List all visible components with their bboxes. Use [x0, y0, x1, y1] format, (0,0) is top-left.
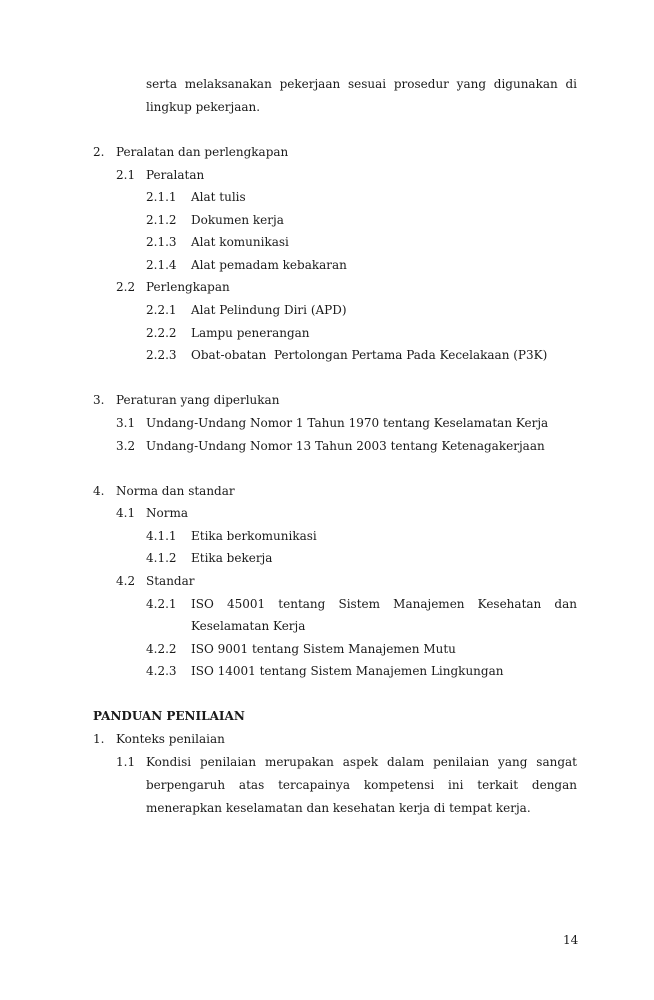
subsection-title: Peralatan: [146, 168, 205, 182]
list-item: Lampu penerangan: [191, 326, 310, 340]
section-3-title: Peraturan yang diperlukan: [116, 393, 280, 407]
list-item: ISO 45001 tentang Sistem Manajemen Kesehatan dan: [191, 597, 577, 611]
item-number: 2.1.2: [146, 213, 177, 227]
subsection-number: 4.2: [116, 574, 136, 588]
page-number: 14: [563, 933, 579, 947]
section-3-number: 3.: [93, 393, 105, 407]
section-2-title: Peralatan dan perlengkapan: [116, 145, 289, 159]
list-item-continuation: Keselamatan Kerja: [191, 619, 306, 633]
item-number: 4.1.2: [146, 551, 177, 565]
item-number: 2.2.1: [146, 303, 177, 317]
item-number: 3.2: [116, 439, 136, 453]
paragraph-line: menerapkan keselamatan dan kesehatan kerja di tempat kerja.: [146, 801, 531, 815]
list-item: Alat komunikasi: [191, 235, 289, 249]
list-item: ISO 9001 tentang Sistem Manajemen Mutu: [191, 642, 456, 656]
list-item: Undang-Undang Nomor 13 Tahun 2003 tentang Ketenagakerjaan: [146, 439, 545, 453]
item-number: 2.1.4: [146, 258, 177, 272]
item-number: 2.1.1: [146, 190, 177, 204]
section-heading: PANDUAN PENILAIAN: [93, 709, 245, 723]
item-number: 3.1: [116, 416, 136, 430]
section-1-title: Konteks penilaian: [116, 732, 225, 746]
list-item: Undang-Undang Nomor 1 Tahun 1970 tentang Keselamatan Kerja: [146, 416, 549, 430]
list-item: Alat tulis: [191, 190, 246, 204]
list-item: Etika bekerja: [191, 551, 273, 565]
subsection-title: Norma: [146, 506, 188, 520]
subsection-number: 2.2: [116, 280, 136, 294]
subsection-number: 1.1: [116, 755, 136, 769]
list-item: ISO 14001 tentang Sistem Manajemen Lingkungan: [191, 664, 504, 678]
paragraph-line: lingkup pekerjaan.: [146, 100, 261, 114]
list-item: Etika berkomunikasi: [191, 529, 317, 543]
subsection-number: 4.1: [116, 506, 136, 520]
paragraph-line: serta melaksanakan pekerjaan sesuai prosedur yang digunakan di: [146, 77, 577, 91]
paragraph-line: Kondisi penilaian merupakan aspek dalam penilaian yang sangat: [146, 755, 577, 769]
subsection-number: 2.1: [116, 168, 136, 182]
item-number: 4.2.2: [146, 642, 177, 656]
list-item: Alat Pelindung Diri (APD): [191, 303, 347, 317]
item-number: 2.2.3: [146, 348, 177, 362]
section-1-number: 1.: [93, 732, 105, 746]
subsection-title: Standar: [146, 574, 195, 588]
subsection-title: Perlengkapan: [146, 280, 230, 294]
list-item: Dokumen kerja: [191, 213, 284, 227]
item-number: 2.1.3: [146, 235, 177, 249]
section-4-number: 4.: [93, 484, 105, 498]
item-number: 4.2.1: [146, 597, 177, 611]
paragraph-line: berpengaruh atas tercapainya kompetensi ini terkait dengan: [146, 778, 577, 792]
item-number: 2.2.2: [146, 326, 177, 340]
item-number: 4.2.3: [146, 664, 177, 678]
section-4-title: Norma dan standar: [116, 484, 235, 498]
section-2-number: 2.: [93, 145, 105, 159]
list-item: Alat pemadam kebakaran: [191, 258, 347, 272]
list-item: Obat-obatan Pertolongan Pertama Pada Kecelakaan (P3K): [191, 348, 548, 362]
item-number: 4.1.1: [146, 529, 177, 543]
